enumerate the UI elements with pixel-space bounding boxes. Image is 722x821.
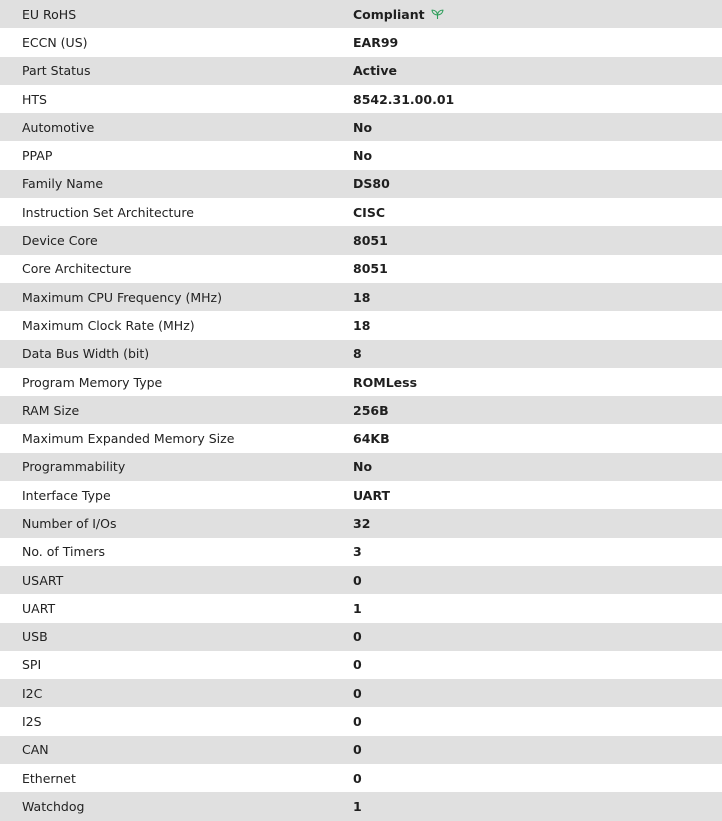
spec-value: 0 bbox=[353, 629, 362, 645]
spec-value: 8051 bbox=[353, 261, 388, 277]
spec-value: 0 bbox=[353, 685, 362, 701]
spec-label: UART bbox=[22, 600, 56, 616]
spec-row-core-architecture bbox=[0, 255, 722, 283]
spec-row-program-memory-type bbox=[0, 368, 722, 396]
spec-row-interface-type bbox=[0, 481, 722, 509]
spec-label: Device Core bbox=[22, 233, 98, 249]
spec-row-device-core bbox=[0, 226, 722, 254]
spec-row-i2c bbox=[0, 679, 722, 707]
spec-value: UART bbox=[353, 487, 391, 503]
spec-label: ECCN (US) bbox=[22, 34, 88, 50]
spec-value: No bbox=[353, 119, 373, 135]
spec-label: RAM Size bbox=[22, 402, 80, 418]
spec-label: CAN bbox=[22, 742, 49, 758]
spec-value-wrapper bbox=[352, 7, 722, 22]
spec-value: Active bbox=[353, 63, 397, 79]
spec-label: Watchdog bbox=[22, 798, 85, 814]
spec-value: CISC bbox=[353, 204, 386, 220]
spec-label: Maximum CPU Frequency (MHz) bbox=[22, 289, 222, 305]
spec-row-timers bbox=[0, 538, 722, 566]
spec-label: Automotive bbox=[22, 119, 95, 135]
spec-row-max-clock-rate bbox=[0, 311, 722, 339]
spec-value: 1 bbox=[353, 600, 362, 616]
spec-row-usart bbox=[0, 566, 722, 594]
spec-value: 256B bbox=[353, 402, 389, 418]
spec-value: 3 bbox=[353, 544, 362, 560]
spec-label: Family Name bbox=[22, 176, 104, 192]
spec-value: Compliant bbox=[353, 6, 425, 22]
spec-value: 8051 bbox=[353, 233, 388, 249]
spec-row-ram-size bbox=[0, 396, 722, 424]
spec-row-family-name bbox=[0, 170, 722, 198]
spec-value: No bbox=[353, 148, 373, 164]
spec-label: SPI bbox=[22, 657, 42, 673]
spec-label: Instruction Set Architecture bbox=[22, 204, 194, 220]
spec-row-eu-rohs bbox=[0, 0, 722, 28]
spec-row-spi bbox=[0, 651, 722, 679]
spec-row-ethernet bbox=[0, 764, 722, 792]
spec-row-ppap bbox=[0, 141, 722, 169]
spec-value: 18 bbox=[353, 289, 371, 305]
spec-row-programmability bbox=[0, 453, 722, 481]
spec-value: 0 bbox=[353, 572, 362, 588]
spec-label: Core Architecture bbox=[22, 261, 132, 277]
spec-label: Program Memory Type bbox=[22, 374, 163, 390]
spec-row-isa bbox=[0, 198, 722, 226]
spec-label: Interface Type bbox=[22, 487, 111, 503]
spec-value: 0 bbox=[353, 657, 362, 673]
spec-label: USB bbox=[22, 629, 48, 645]
spec-value: No bbox=[353, 459, 373, 475]
spec-row-data-bus-width bbox=[0, 340, 722, 368]
leaf-icon bbox=[431, 9, 444, 20]
spec-value: 64KB bbox=[353, 431, 390, 447]
spec-label: Maximum Expanded Memory Size bbox=[22, 431, 235, 447]
spec-value: 8542.31.00.01 bbox=[353, 91, 455, 107]
spec-value: 18 bbox=[353, 317, 371, 333]
spec-label: Ethernet bbox=[22, 770, 76, 786]
spec-label: USART bbox=[22, 572, 64, 588]
spec-label: EU RoHS bbox=[22, 6, 77, 22]
spec-row-automotive bbox=[0, 113, 722, 141]
spec-row-usb bbox=[0, 623, 722, 651]
spec-label: I2C bbox=[22, 685, 43, 701]
spec-row-i2s bbox=[0, 707, 722, 735]
spec-label: PPAP bbox=[22, 148, 53, 164]
spec-row-can bbox=[0, 736, 722, 764]
spec-row-hts bbox=[0, 85, 722, 113]
spec-label: Part Status bbox=[22, 63, 91, 79]
spec-value: 8 bbox=[353, 346, 362, 362]
spec-row-eccn bbox=[0, 28, 722, 56]
spec-value: 32 bbox=[353, 515, 371, 531]
spec-value: 0 bbox=[353, 770, 362, 786]
spec-row-number-of-ios bbox=[0, 509, 722, 537]
spec-value: EAR99 bbox=[353, 34, 399, 50]
spec-row-uart bbox=[0, 594, 722, 622]
spec-label: HTS bbox=[22, 91, 47, 107]
spec-label: I2S bbox=[22, 714, 42, 730]
spec-row-max-cpu-frequency bbox=[0, 283, 722, 311]
spec-row-part-status bbox=[0, 57, 722, 85]
spec-label: Maximum Clock Rate (MHz) bbox=[22, 317, 195, 333]
spec-label: No. of Timers bbox=[22, 544, 105, 560]
spec-row-max-expanded-memory bbox=[0, 424, 722, 452]
spec-value: 1 bbox=[353, 798, 362, 814]
spec-label: Number of I/Os bbox=[22, 515, 117, 531]
spec-label: Data Bus Width (bit) bbox=[22, 346, 150, 362]
spec-label: Programmability bbox=[22, 459, 126, 475]
spec-value: 0 bbox=[353, 714, 362, 730]
spec-value: 0 bbox=[353, 742, 362, 758]
spec-value: ROMLess bbox=[353, 374, 418, 390]
spec-row-watchdog bbox=[0, 792, 722, 820]
spec-value: DS80 bbox=[353, 176, 390, 192]
